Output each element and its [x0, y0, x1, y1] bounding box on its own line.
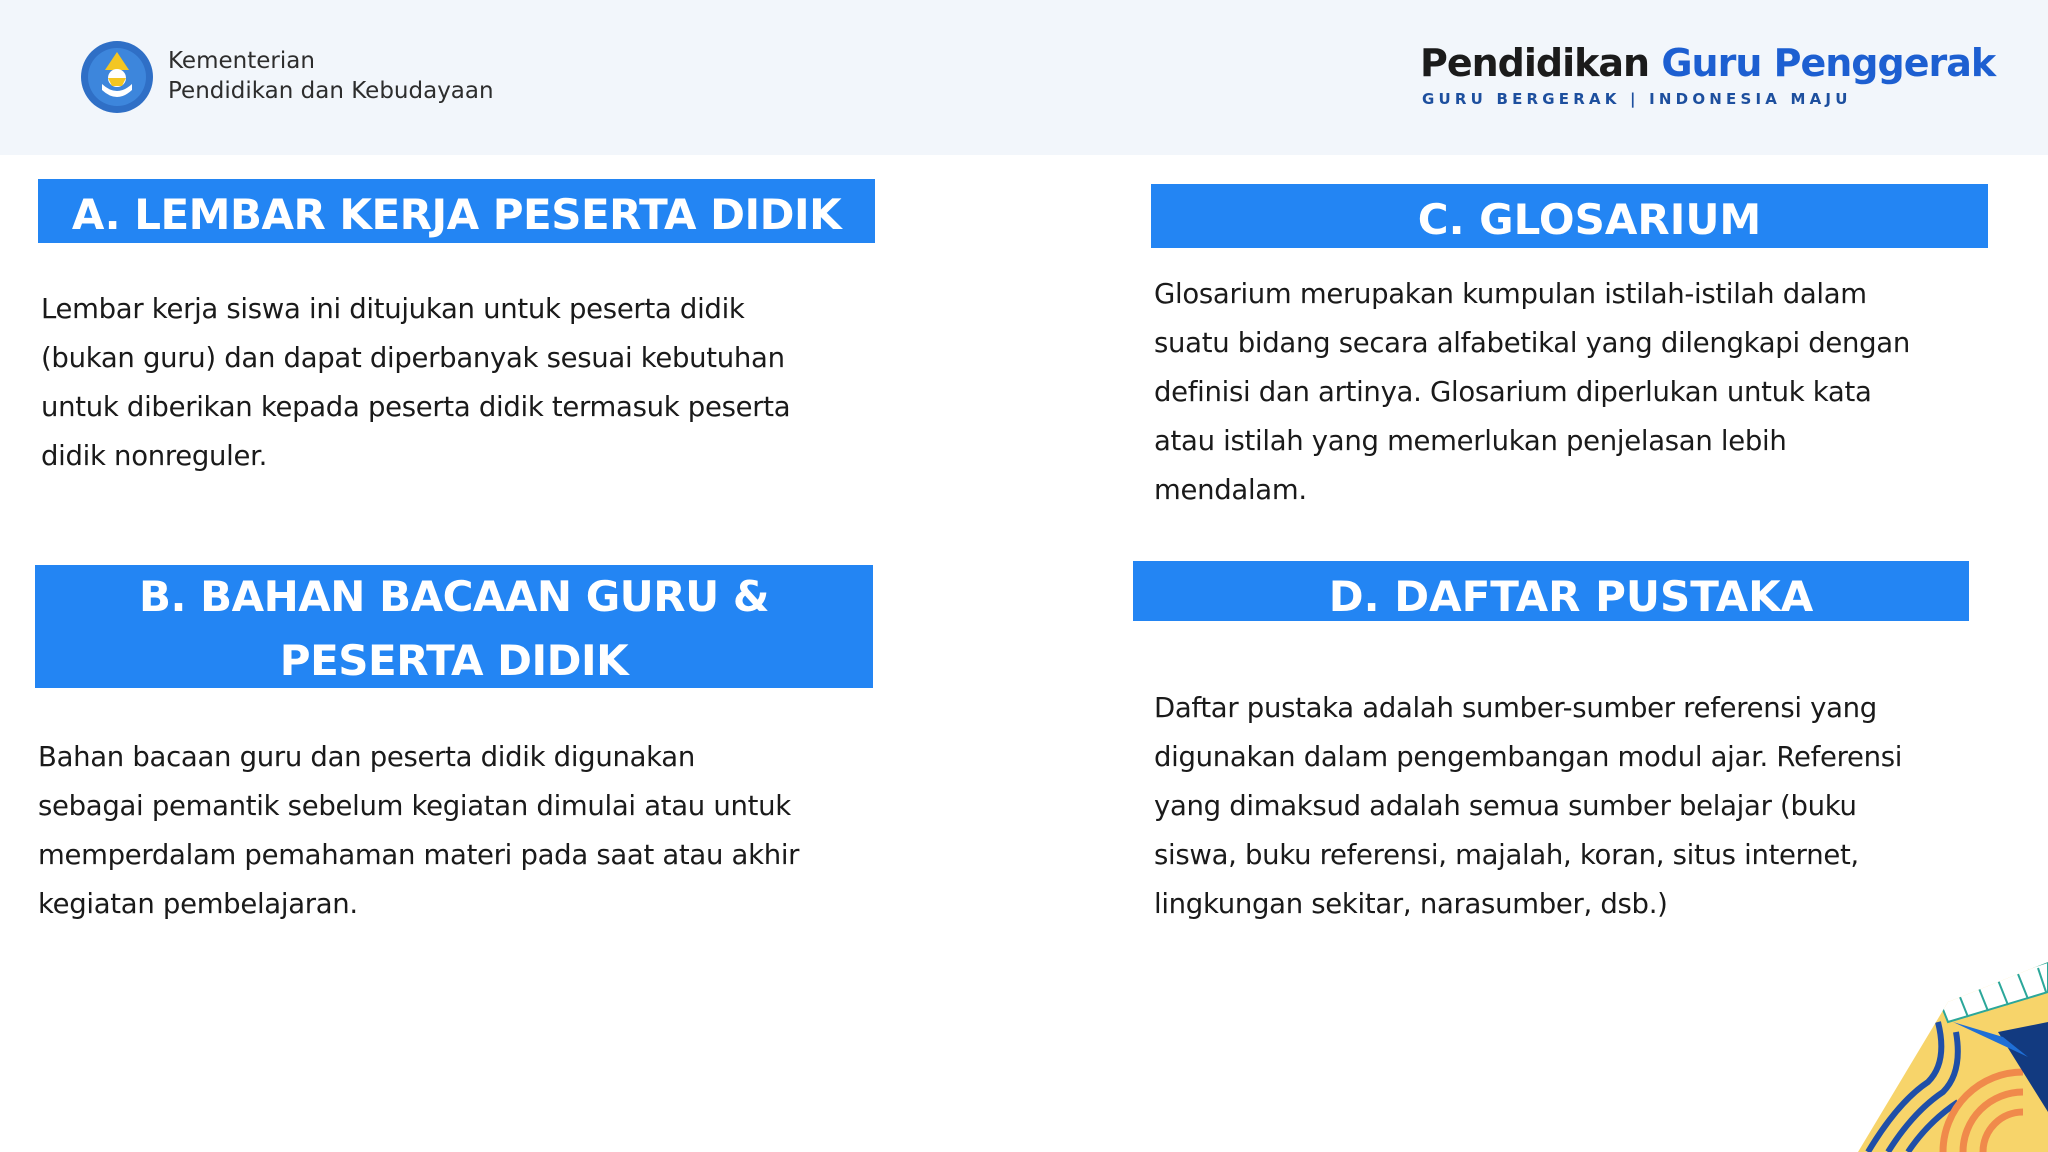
section-b-line: sebagai pemantik sebelum kegiatan dimulai atau untuk — [38, 790, 791, 822]
program-brand — [1420, 38, 1996, 108]
section-d-line: lingkungan sekitar, narasumber, dsb.) — [1154, 888, 1668, 920]
ministry-line-2: Pendidikan dan Kebudayaan — [168, 78, 494, 104]
tut-wuri-handayani-logo-icon — [80, 40, 154, 114]
section-c-line: Glosarium merupakan kumpulan istilah-istilah dalam — [1154, 278, 1867, 310]
section-c-line: mendalam. — [1154, 474, 1307, 506]
section-d-line: yang dimaksud adalah semua sumber belajar (buku — [1154, 790, 1857, 822]
section-b-paragraph — [38, 733, 868, 929]
section-a-paragraph — [41, 285, 861, 481]
section-b-heading-line-1: B. BAHAN BACAAN GURU & — [139, 572, 769, 621]
header-band — [0, 0, 2048, 155]
section-c-heading: C. GLOSARIUM — [1151, 184, 1988, 248]
geometric-corner-pattern-icon — [1788, 962, 2048, 1152]
section-d-line: Daftar pustaka adalah sumber-sumber referensi yang — [1154, 692, 1877, 724]
section-d-paragraph — [1154, 684, 1974, 929]
section-b-line: Bahan bacaan guru dan peserta didik digunakan — [38, 741, 695, 773]
brand-title — [1420, 38, 1996, 88]
brand-title-part2: Guru Penggerak — [1661, 41, 1996, 85]
ministry-name — [168, 46, 494, 106]
section-c-line: suatu bidang secara alfabetikal yang dilengkapi dengan — [1154, 327, 1910, 359]
section-c-paragraph — [1154, 270, 1974, 515]
section-d-line: digunakan dalam pengembangan modul ajar. Referensi — [1154, 741, 1903, 773]
section-d-heading: D. DAFTAR PUSTAKA — [1133, 561, 1969, 621]
section-b-line: memperdalam pemahaman materi pada saat atau akhir — [38, 839, 800, 871]
section-c-line: atau istilah yang memerlukan penjelasan lebih — [1154, 425, 1787, 457]
section-d-line: siswa, buku referensi, majalah, koran, situs internet, — [1154, 839, 1859, 871]
section-b-heading-line-2: PESERTA DIDIK — [279, 636, 629, 685]
ministry-line-1: Kementerian — [168, 48, 315, 74]
brand-title-part1: Pendidikan — [1420, 41, 1650, 85]
section-b-heading — [35, 565, 873, 688]
section-a-line: (bukan guru) dan dapat diperbanyak sesuai kebutuhan — [41, 342, 785, 374]
section-a-line: Lembar kerja siswa ini ditujukan untuk peserta didik — [41, 293, 745, 325]
section-a-line: didik nonreguler. — [41, 440, 268, 472]
section-b-line: kegiatan pembelajaran. — [38, 888, 358, 920]
section-c-line: definisi dan artinya. Glosarium diperlukan untuk kata — [1154, 376, 1872, 408]
brand-tagline: GURU BERGERAK | INDONESIA MAJU — [1422, 90, 1852, 108]
section-a-line: untuk diberikan kepada peserta didik termasuk peserta — [41, 391, 791, 423]
section-a-heading: A. LEMBAR KERJA PESERTA DIDIK — [38, 179, 875, 243]
